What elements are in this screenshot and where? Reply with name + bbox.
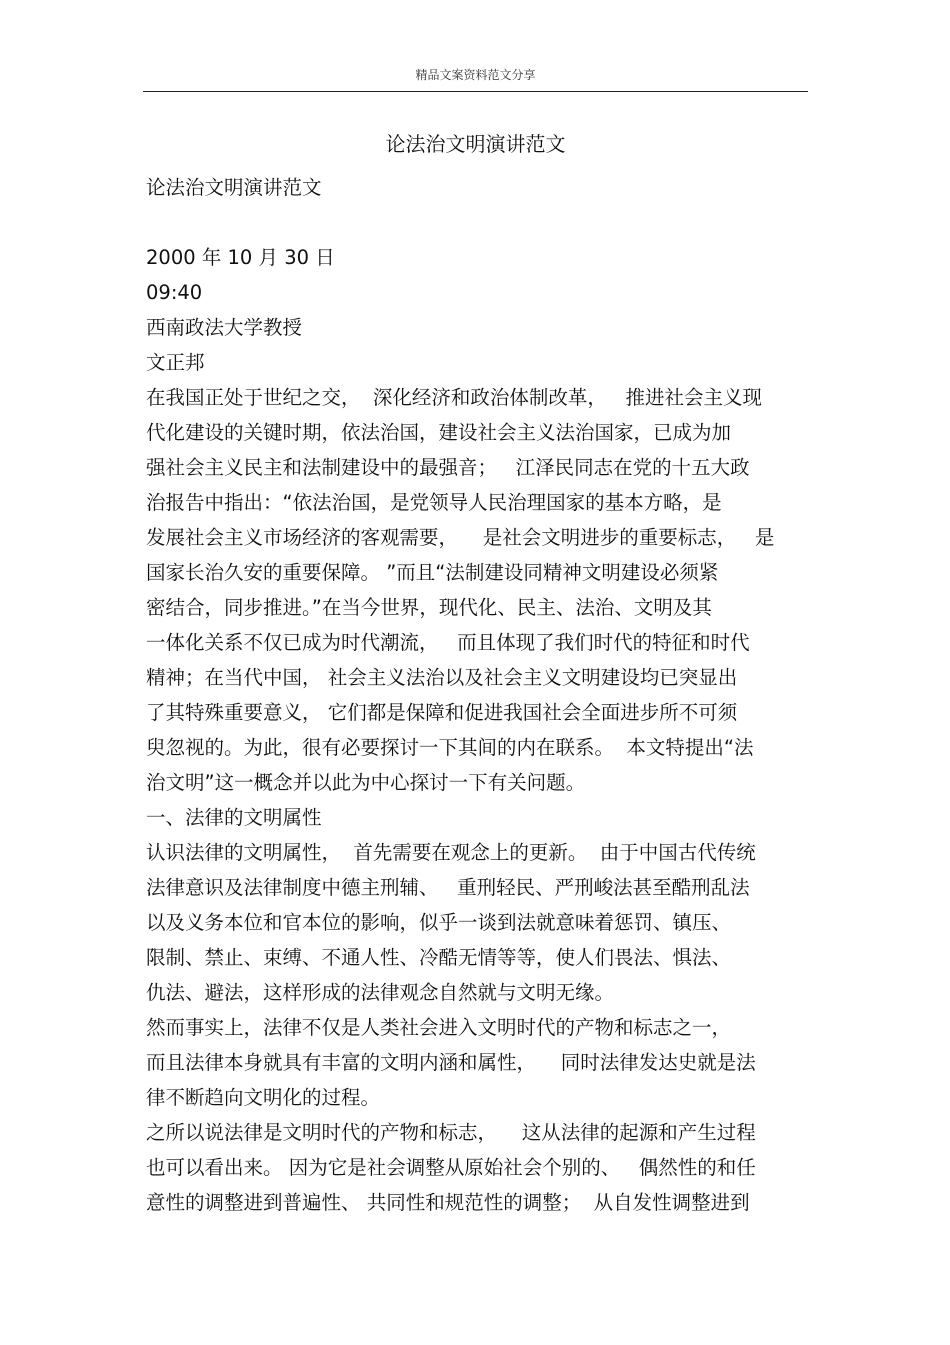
text-line: 论法治文明演讲范文 xyxy=(146,176,322,199)
text-line: 代化建设的关键时期，依法治国，建设社会主义法治国家，已成为加 xyxy=(146,421,732,444)
text-line: 文正邦 xyxy=(146,351,205,374)
text-line: 09:40 xyxy=(146,281,203,304)
text-line: 法律意识及法律制度中德主刑辅、 重刑轻民、严刑峻法甚至酷刑乱法 xyxy=(146,876,750,899)
text-line: 以及义务本位和官本位的影响，似乎一谈到法就意味着惩罚、镇压、 xyxy=(146,911,732,934)
text-line: 认识法律的文明属性， 首先需要在观念上的更新。 由于中国古代传统 xyxy=(146,841,756,864)
text-line: 治文明”这一概念并以此为中心探讨一下有关问题。 xyxy=(146,771,586,794)
text-line: 限制、禁止、束缚、不通人性、冷酷无情等等，使人们畏法、惧法、 xyxy=(146,946,732,969)
text-line: 律不断趋向文明化的过程。 xyxy=(146,1086,381,1109)
text-line: 国家长治久安的重要保障。 ”而且“法制建设同精神文明建设必须紧 xyxy=(146,561,719,584)
page-header: 精品文案资料范文分享 xyxy=(415,68,536,82)
text-line: 西南政法大学教授 xyxy=(146,316,303,339)
text-line: 臾忽视的。为此，很有必要探讨一下其间的内在联系。 本文特提出“法 xyxy=(146,736,754,759)
text-line: 而且法律本身就具有丰富的文明内涵和属性， 同时法律发达史就是法 xyxy=(146,1051,756,1074)
text-line: 仇法、避法，这样形成的法律观念自然就与文明无缘。 xyxy=(146,981,615,1004)
text-line: 密结合，同步推进。”在当今世界，现代化、民主、法治、文明及其 xyxy=(146,596,712,619)
text-line: 意性的调整进到普遍性、 共同性和规范性的调整； 从自发性调整进到 xyxy=(146,1191,750,1214)
text-line: 精神；在当代中国， 社会主义法治以及社会主义文明建设均已突显出 xyxy=(146,666,738,689)
text-line: 之所以说法律是文明时代的产物和标志， 这从法律的起源和产生过程 xyxy=(146,1121,756,1144)
section-heading: 一、法律的文明属性 xyxy=(146,806,322,829)
text-line: 了其特殊重要意义， 它们都是保障和促进我国社会全面进步所不可须 xyxy=(146,701,738,724)
text-line: 治报告中指出：“依法治国，是党领导人民治理国家的基本方略，是 xyxy=(146,491,722,514)
text-line: 发展社会主义市场经济的客观需要， 是社会文明进步的重要标志， 是 xyxy=(146,526,775,549)
text-line: 强社会主义民主和法制建设中的最强音； 江泽民同志在党的十五大政 xyxy=(146,456,750,479)
header-divider xyxy=(143,91,808,92)
text-line: 在我国正处于世纪之交， 深化经济和政治体制改革， 推进社会主义现 xyxy=(146,386,762,409)
document-title: 论法治文明演讲范文 xyxy=(385,132,566,156)
text-line: 一体化关系不仅已成为时代潮流， 而且体现了我们时代的特征和时代 xyxy=(146,631,750,654)
text-line: 2000 年 10 月 30 日 xyxy=(146,246,335,269)
text-line: 也可以看出来。 因为它是社会调整从原始社会个别的、 偶然性的和任 xyxy=(146,1156,756,1179)
text-line: 然而事实上，法律不仅是人类社会进入文明时代的产物和标志之一， xyxy=(146,1016,732,1039)
